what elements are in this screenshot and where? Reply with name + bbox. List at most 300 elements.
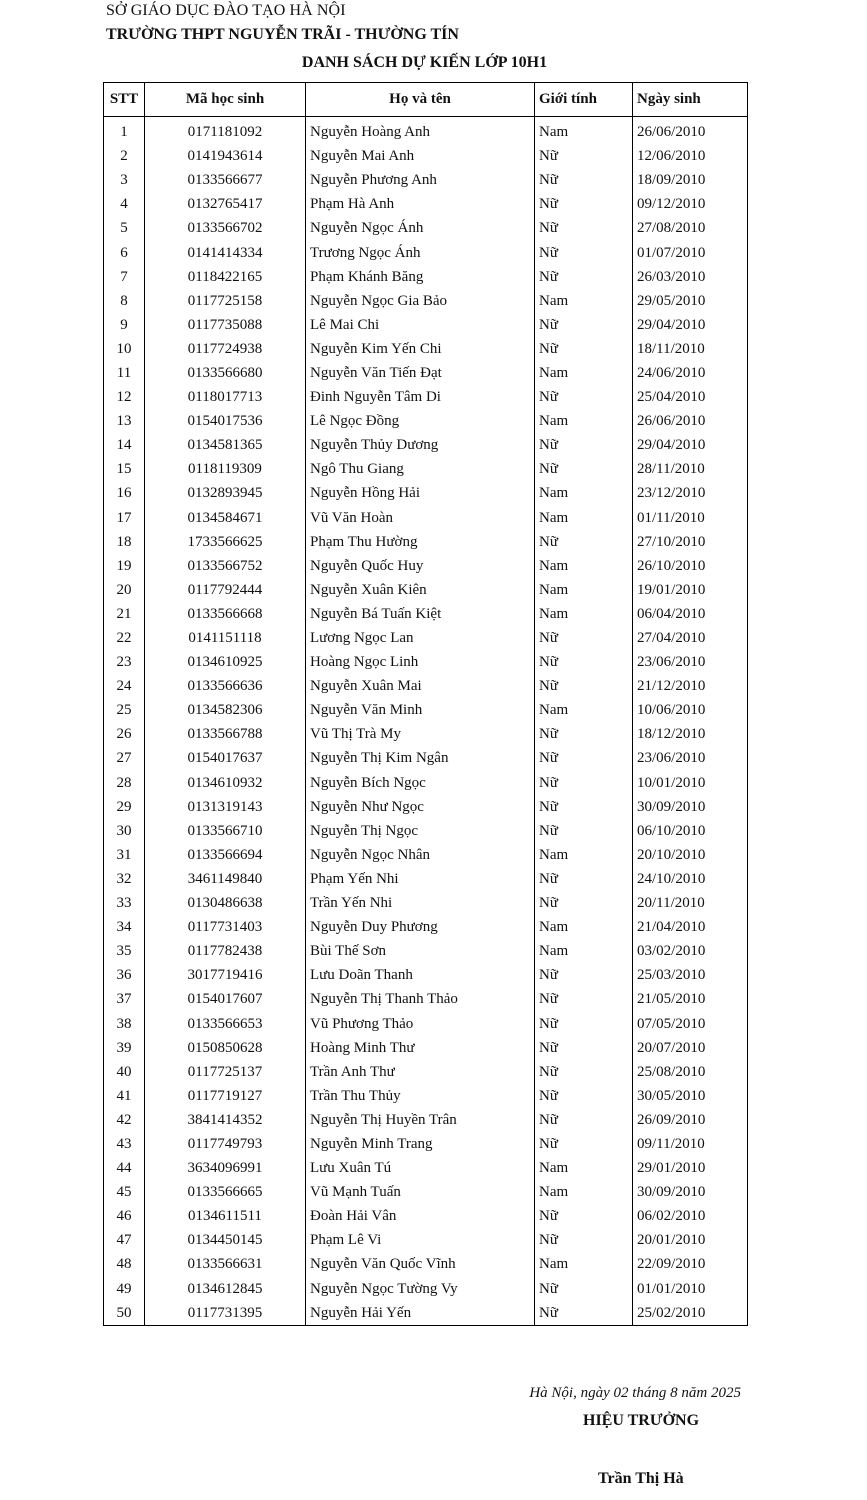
table-row [104, 939, 748, 963]
cell-date-of-birth: 26/06/2010 [633, 409, 748, 433]
cell-gender: Nữ [535, 819, 633, 843]
cell-date-of-birth: 29/05/2010 [633, 289, 748, 313]
cell-stt: 13 [104, 409, 145, 433]
table-row [104, 987, 748, 1011]
cell-stt: 22 [104, 626, 145, 650]
cell-full-name: Nguyễn Xuân Kiên [306, 578, 535, 602]
cell-full-name: Phạm Khánh Băng [306, 265, 535, 289]
table-row [104, 1301, 748, 1326]
table-row [104, 168, 748, 192]
cell-gender: Nữ [535, 626, 633, 650]
cell-student-id: 0118422165 [145, 265, 306, 289]
cell-stt: 24 [104, 674, 145, 698]
table-row [104, 674, 748, 698]
cell-stt: 8 [104, 289, 145, 313]
table-row [104, 265, 748, 289]
cell-student-id: 1733566625 [145, 530, 306, 554]
cell-stt: 34 [104, 915, 145, 939]
cell-gender: Nữ [535, 1084, 633, 1108]
cell-stt: 48 [104, 1252, 145, 1276]
cell-gender: Nữ [535, 1228, 633, 1252]
table-row [104, 963, 748, 987]
cell-gender: Nữ [535, 1277, 633, 1301]
cell-student-id: 0141943614 [145, 144, 306, 168]
cell-date-of-birth: 23/06/2010 [633, 650, 748, 674]
cell-date-of-birth: 30/09/2010 [633, 795, 748, 819]
cell-gender: Nữ [535, 265, 633, 289]
cell-full-name: Nguyễn Như Ngọc [306, 795, 535, 819]
cell-date-of-birth: 26/10/2010 [633, 554, 748, 578]
signer-name: Trần Thị Hà [598, 1470, 684, 1487]
cell-date-of-birth: 01/11/2010 [633, 506, 748, 530]
cell-gender: Nam [535, 698, 633, 722]
cell-date-of-birth: 06/02/2010 [633, 1204, 748, 1228]
cell-student-id: 0131319143 [145, 795, 306, 819]
table-row [104, 117, 748, 145]
cell-student-id: 0133566653 [145, 1011, 306, 1035]
table-row [104, 385, 748, 409]
cell-gender: Nữ [535, 963, 633, 987]
cell-stt: 20 [104, 578, 145, 602]
table-row [104, 795, 748, 819]
table-row [104, 530, 748, 554]
cell-full-name: Nguyễn Quốc Huy [306, 554, 535, 578]
cell-date-of-birth: 20/07/2010 [633, 1036, 748, 1060]
cell-student-id: 0133566702 [145, 216, 306, 240]
table-row [104, 1108, 748, 1132]
cell-full-name: Nguyễn Hải Yến [306, 1301, 535, 1326]
table-row [104, 1132, 748, 1156]
cell-stt: 39 [104, 1036, 145, 1060]
cell-gender: Nam [535, 1252, 633, 1276]
cell-student-id: 0133566631 [145, 1252, 306, 1276]
cell-date-of-birth: 24/06/2010 [633, 361, 748, 385]
table-header-row [104, 83, 748, 117]
table-row [104, 1156, 748, 1180]
table-row [104, 289, 748, 313]
cell-full-name: Hoàng Ngọc Linh [306, 650, 535, 674]
cell-student-id: 0134612845 [145, 1277, 306, 1301]
column-header-date-of-birth: Ngày sinh [633, 83, 748, 117]
cell-date-of-birth: 18/09/2010 [633, 168, 748, 192]
table-row [104, 771, 748, 795]
cell-gender: Nữ [535, 1204, 633, 1228]
cell-full-name: Nguyễn Xuân Mai [306, 674, 535, 698]
table-row [104, 1036, 748, 1060]
cell-full-name: Vũ Mạnh Tuấn [306, 1180, 535, 1204]
cell-student-id: 3017719416 [145, 963, 306, 987]
cell-gender: Nam [535, 602, 633, 626]
cell-student-id: 0154017536 [145, 409, 306, 433]
column-header-student-id: Mã học sinh [145, 83, 306, 117]
cell-gender: Nam [535, 554, 633, 578]
cell-stt: 19 [104, 554, 145, 578]
cell-full-name: Trần Yến Nhi [306, 891, 535, 915]
cell-gender: Nữ [535, 1060, 633, 1084]
cell-gender: Nam [535, 481, 633, 505]
cell-student-id: 0134610925 [145, 650, 306, 674]
cell-gender: Nữ [535, 337, 633, 361]
cell-student-id: 0134581365 [145, 433, 306, 457]
table-row [104, 1060, 748, 1084]
cell-full-name: Nguyễn Thị Ngọc [306, 819, 535, 843]
cell-date-of-birth: 26/06/2010 [633, 117, 748, 145]
table-row [104, 891, 748, 915]
cell-stt: 26 [104, 722, 145, 746]
cell-student-id: 0117792444 [145, 578, 306, 602]
cell-stt: 16 [104, 481, 145, 505]
cell-student-id: 0133566636 [145, 674, 306, 698]
cell-full-name: Nguyễn Văn Quốc Vĩnh [306, 1252, 535, 1276]
cell-date-of-birth: 01/07/2010 [633, 240, 748, 264]
cell-gender: Nữ [535, 891, 633, 915]
cell-full-name: Nguyễn Ngọc Gia Bảo [306, 289, 535, 313]
cell-student-id: 0133566752 [145, 554, 306, 578]
table-row [104, 192, 748, 216]
cell-date-of-birth: 22/09/2010 [633, 1252, 748, 1276]
table-row [104, 578, 748, 602]
cell-stt: 42 [104, 1108, 145, 1132]
cell-gender: Nữ [535, 1108, 633, 1132]
cell-gender: Nam [535, 1180, 633, 1204]
cell-stt: 3 [104, 168, 145, 192]
cell-student-id: 0134582306 [145, 698, 306, 722]
cell-gender: Nữ [535, 192, 633, 216]
cell-stt: 14 [104, 433, 145, 457]
cell-stt: 6 [104, 240, 145, 264]
cell-student-id: 0134584671 [145, 506, 306, 530]
cell-full-name: Nguyễn Duy Phương [306, 915, 535, 939]
cell-date-of-birth: 12/06/2010 [633, 144, 748, 168]
cell-student-id: 0117725158 [145, 289, 306, 313]
cell-full-name: Lưu Xuân Tú [306, 1156, 535, 1180]
cell-student-id: 0117725137 [145, 1060, 306, 1084]
cell-full-name: Nguyễn Thị Huyền Trân [306, 1108, 535, 1132]
table-row [104, 216, 748, 240]
cell-full-name: Trương Ngọc Ánh [306, 240, 535, 264]
cell-gender: Nữ [535, 433, 633, 457]
cell-full-name: Lê Mai Chi [306, 313, 535, 337]
cell-date-of-birth: 26/03/2010 [633, 265, 748, 289]
table-row [104, 1204, 748, 1228]
cell-date-of-birth: 19/01/2010 [633, 578, 748, 602]
cell-gender: Nữ [535, 650, 633, 674]
cell-gender: Nam [535, 289, 633, 313]
cell-stt: 2 [104, 144, 145, 168]
table-row [104, 433, 748, 457]
cell-full-name: Nguyễn Văn Tiến Đạt [306, 361, 535, 385]
cell-full-name: Nguyễn Phương Anh [306, 168, 535, 192]
cell-full-name: Nguyễn Ngọc Ánh [306, 216, 535, 240]
cell-date-of-birth: 18/11/2010 [633, 337, 748, 361]
table-row [104, 409, 748, 433]
cell-student-id: 0117724938 [145, 337, 306, 361]
table-row [104, 867, 748, 891]
table-row [104, 361, 748, 385]
cell-student-id: 0141151118 [145, 626, 306, 650]
cell-full-name: Phạm Hà Anh [306, 192, 535, 216]
cell-date-of-birth: 23/12/2010 [633, 481, 748, 505]
cell-stt: 18 [104, 530, 145, 554]
cell-gender: Nam [535, 939, 633, 963]
student-list-table [103, 82, 748, 1326]
cell-full-name: Lưu Doãn Thanh [306, 963, 535, 987]
table-row [104, 554, 748, 578]
cell-stt: 5 [104, 216, 145, 240]
cell-student-id: 3634096991 [145, 1156, 306, 1180]
cell-stt: 40 [104, 1060, 145, 1084]
cell-stt: 12 [104, 385, 145, 409]
cell-date-of-birth: 21/04/2010 [633, 915, 748, 939]
cell-student-id: 0117731403 [145, 915, 306, 939]
cell-full-name: Nguyễn Thủy Dương [306, 433, 535, 457]
cell-student-id: 0133566710 [145, 819, 306, 843]
cell-student-id: 3841414352 [145, 1108, 306, 1132]
cell-stt: 21 [104, 602, 145, 626]
cell-student-id: 0130486638 [145, 891, 306, 915]
cell-gender: Nữ [535, 987, 633, 1011]
cell-gender: Nam [535, 409, 633, 433]
cell-stt: 10 [104, 337, 145, 361]
cell-date-of-birth: 09/12/2010 [633, 192, 748, 216]
cell-student-id: 0117782438 [145, 939, 306, 963]
cell-stt: 15 [104, 457, 145, 481]
cell-date-of-birth: 24/10/2010 [633, 867, 748, 891]
cell-full-name: Nguyễn Bích Ngọc [306, 771, 535, 795]
cell-date-of-birth: 23/06/2010 [633, 746, 748, 770]
cell-stt: 17 [104, 506, 145, 530]
cell-full-name: Đinh Nguyễn Tâm Di [306, 385, 535, 409]
cell-gender: Nữ [535, 674, 633, 698]
cell-stt: 1 [104, 117, 145, 145]
cell-date-of-birth: 27/04/2010 [633, 626, 748, 650]
cell-full-name: Nguyễn Bá Tuấn Kiệt [306, 602, 535, 626]
cell-full-name: Phạm Yến Nhi [306, 867, 535, 891]
table-row [104, 457, 748, 481]
cell-full-name: Nguyễn Hoàng Anh [306, 117, 535, 145]
cell-gender: Nam [535, 361, 633, 385]
table-row [104, 698, 748, 722]
table-row [104, 313, 748, 337]
cell-stt: 50 [104, 1301, 145, 1326]
cell-gender: Nữ [535, 1011, 633, 1035]
signer-title: HIỆU TRƯỞNG [583, 1412, 700, 1429]
cell-gender: Nữ [535, 168, 633, 192]
cell-stt: 36 [104, 963, 145, 987]
table-row [104, 481, 748, 505]
table-row [104, 722, 748, 746]
table-row [104, 843, 748, 867]
table-row [104, 506, 748, 530]
column-header-full-name: Họ và tên [306, 83, 535, 117]
cell-stt: 43 [104, 1132, 145, 1156]
cell-student-id: 0133566788 [145, 722, 306, 746]
cell-full-name: Bùi Thế Sơn [306, 939, 535, 963]
cell-student-id: 0171181092 [145, 117, 306, 145]
cell-full-name: Lương Ngọc Lan [306, 626, 535, 650]
cell-stt: 25 [104, 698, 145, 722]
cell-full-name: Phạm Thu Hường [306, 530, 535, 554]
cell-date-of-birth: 29/01/2010 [633, 1156, 748, 1180]
cell-full-name: Vũ Phương Thảo [306, 1011, 535, 1035]
cell-full-name: Hoàng Minh Thư [306, 1036, 535, 1060]
cell-student-id: 0133566680 [145, 361, 306, 385]
cell-full-name: Nguyễn Minh Trang [306, 1132, 535, 1156]
cell-stt: 4 [104, 192, 145, 216]
table-row [104, 915, 748, 939]
cell-stt: 44 [104, 1156, 145, 1180]
cell-gender: Nữ [535, 795, 633, 819]
cell-gender: Nam [535, 117, 633, 145]
cell-gender: Nữ [535, 385, 633, 409]
table-row [104, 1180, 748, 1204]
cell-date-of-birth: 25/03/2010 [633, 963, 748, 987]
cell-date-of-birth: 29/04/2010 [633, 433, 748, 457]
cell-gender: Nam [535, 915, 633, 939]
cell-student-id: 0133566694 [145, 843, 306, 867]
column-header-gender: Giới tính [535, 83, 633, 117]
cell-full-name: Lê Ngọc Đồng [306, 409, 535, 433]
table-row [104, 1011, 748, 1035]
table-row [104, 602, 748, 626]
cell-student-id: 0141414334 [145, 240, 306, 264]
cell-gender: Nam [535, 843, 633, 867]
cell-gender: Nữ [535, 771, 633, 795]
cell-student-id: 0132765417 [145, 192, 306, 216]
cell-student-id: 0118119309 [145, 457, 306, 481]
cell-student-id: 3461149840 [145, 867, 306, 891]
cell-student-id: 0133566665 [145, 1180, 306, 1204]
cell-stt: 9 [104, 313, 145, 337]
cell-full-name: Vũ Văn Hoàn [306, 506, 535, 530]
cell-gender: Nữ [535, 1036, 633, 1060]
cell-full-name: Nguyễn Văn Minh [306, 698, 535, 722]
cell-gender: Nữ [535, 722, 633, 746]
cell-gender: Nữ [535, 144, 633, 168]
cell-student-id: 0117749793 [145, 1132, 306, 1156]
cell-date-of-birth: 06/10/2010 [633, 819, 748, 843]
cell-student-id: 0132893945 [145, 481, 306, 505]
document-title: DANH SÁCH DỰ KIẾN LỚP 10H1 [301, 54, 548, 71]
cell-student-id: 0134450145 [145, 1228, 306, 1252]
cell-date-of-birth: 21/05/2010 [633, 987, 748, 1011]
cell-date-of-birth: 25/04/2010 [633, 385, 748, 409]
cell-full-name: Ngô Thu Giang [306, 457, 535, 481]
cell-stt: 27 [104, 746, 145, 770]
cell-stt: 46 [104, 1204, 145, 1228]
cell-date-of-birth: 28/11/2010 [633, 457, 748, 481]
cell-date-of-birth: 25/08/2010 [633, 1060, 748, 1084]
cell-date-of-birth: 07/05/2010 [633, 1011, 748, 1035]
table-row [104, 1277, 748, 1301]
cell-stt: 32 [104, 867, 145, 891]
cell-full-name: Vũ Thị Trà My [306, 722, 535, 746]
cell-stt: 38 [104, 1011, 145, 1035]
cell-stt: 35 [104, 939, 145, 963]
cell-student-id: 0154017637 [145, 746, 306, 770]
cell-date-of-birth: 30/05/2010 [633, 1084, 748, 1108]
cell-date-of-birth: 21/12/2010 [633, 674, 748, 698]
cell-student-id: 0117735088 [145, 313, 306, 337]
cell-stt: 30 [104, 819, 145, 843]
cell-student-id: 0117731395 [145, 1301, 306, 1326]
table-row [104, 819, 748, 843]
cell-gender: Nữ [535, 1132, 633, 1156]
cell-student-id: 0118017713 [145, 385, 306, 409]
cell-stt: 33 [104, 891, 145, 915]
cell-gender: Nam [535, 506, 633, 530]
cell-student-id: 0134611511 [145, 1204, 306, 1228]
cell-date-of-birth: 27/10/2010 [633, 530, 748, 554]
cell-gender: Nữ [535, 240, 633, 264]
cell-date-of-birth: 27/08/2010 [633, 216, 748, 240]
table-row [104, 240, 748, 264]
cell-full-name: Trần Anh Thư [306, 1060, 535, 1084]
cell-gender: Nữ [535, 313, 633, 337]
table-row [104, 144, 748, 168]
cell-gender: Nữ [535, 867, 633, 891]
table-row [104, 650, 748, 674]
cell-stt: 47 [104, 1228, 145, 1252]
cell-stt: 37 [104, 987, 145, 1011]
cell-gender: Nữ [535, 216, 633, 240]
cell-gender: Nữ [535, 746, 633, 770]
cell-full-name: Nguyễn Mai Anh [306, 144, 535, 168]
cell-date-of-birth: 10/01/2010 [633, 771, 748, 795]
cell-date-of-birth: 06/04/2010 [633, 602, 748, 626]
table-row [104, 1252, 748, 1276]
cell-stt: 7 [104, 265, 145, 289]
cell-stt: 49 [104, 1277, 145, 1301]
cell-stt: 41 [104, 1084, 145, 1108]
table-row [104, 337, 748, 361]
cell-full-name: Phạm Lê Vi [306, 1228, 535, 1252]
cell-date-of-birth: 20/11/2010 [633, 891, 748, 915]
cell-date-of-birth: 01/01/2010 [633, 1277, 748, 1301]
cell-date-of-birth: 25/02/2010 [633, 1301, 748, 1326]
table-row [104, 746, 748, 770]
cell-full-name: Nguyễn Ngọc Nhân [306, 843, 535, 867]
cell-full-name: Nguyễn Ngọc Tường Vy [306, 1277, 535, 1301]
cell-full-name: Trần Thu Thủy [306, 1084, 535, 1108]
cell-student-id: 0133566677 [145, 168, 306, 192]
cell-stt: 29 [104, 795, 145, 819]
cell-date-of-birth: 20/01/2010 [633, 1228, 748, 1252]
department-name: SỞ GIÁO DỤC ĐÀO TẠO HÀ NỘI [106, 2, 346, 19]
cell-student-id: 0117719127 [145, 1084, 306, 1108]
cell-student-id: 0133566668 [145, 602, 306, 626]
cell-date-of-birth: 26/09/2010 [633, 1108, 748, 1132]
cell-date-of-birth: 09/11/2010 [633, 1132, 748, 1156]
cell-stt: 23 [104, 650, 145, 674]
cell-date-of-birth: 29/04/2010 [633, 313, 748, 337]
cell-full-name: Nguyễn Hồng Hải [306, 481, 535, 505]
cell-gender: Nữ [535, 1301, 633, 1326]
cell-full-name: Nguyễn Kim Yến Chi [306, 337, 535, 361]
cell-gender: Nữ [535, 457, 633, 481]
cell-gender: Nam [535, 578, 633, 602]
cell-gender: Nam [535, 1156, 633, 1180]
cell-stt: 28 [104, 771, 145, 795]
cell-stt: 11 [104, 361, 145, 385]
cell-gender: Nữ [535, 530, 633, 554]
cell-stt: 31 [104, 843, 145, 867]
cell-student-id: 0150850628 [145, 1036, 306, 1060]
cell-full-name: Nguyễn Thị Thanh Thảo [306, 987, 535, 1011]
table-row [104, 1228, 748, 1252]
school-name: TRƯỜNG THPT NGUYỄN TRÃI - THƯỜNG TÍN [106, 26, 459, 43]
cell-student-id: 0134610932 [145, 771, 306, 795]
